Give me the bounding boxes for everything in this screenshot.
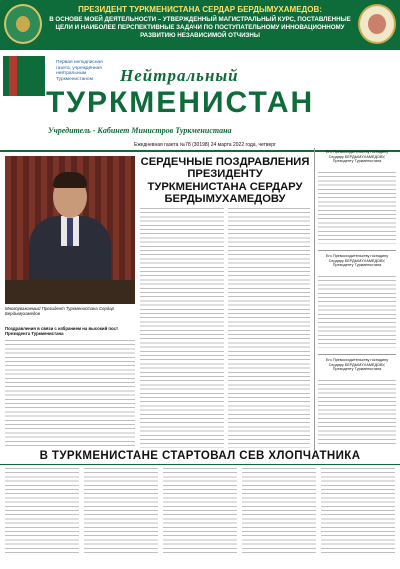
- photo-desk: [5, 280, 135, 304]
- banner-subline: В ОСНОВЕ МОЕЙ ДЕЯТЕЛЬНОСТИ – УТВЕРЖДЕННЫЙ МАГИСТРАЛЬНЫЙ КУРС, ПОСТАВЛЕННЫЕ ЦЕЛИ И НАИБОЛЕЕ ПЕРСПЕКТИВНЫЕ ЗАДАЧИ ПО ПОСТУПАТЕЛЬНОМУ ИННОВАЦИОННОМУ РАЗВИТИЮ НЕЗАВИСИМОЙ ОТЧИЗНЫ: [49, 16, 351, 39]
- section-column-2: [84, 468, 158, 554]
- masthead-title-line2: ТУРКМЕНИСТАН: [46, 86, 315, 119]
- article-column-1: [140, 208, 224, 448]
- sidebar-addressee-1: Его Превосходительству господину Сердару БЕРДЫМУХАМЕДОВУ, Президенту Туркменистана: [325, 150, 389, 164]
- sidebar-text-3: [318, 380, 396, 446]
- sidebar-addressee-3: Его Превосходительству господину Сердару БЕРДЫМУХАМЕДОВУ, Президенту Туркменистана: [325, 358, 389, 372]
- article-column-2: [228, 208, 310, 448]
- sidebar-text-2: [318, 276, 396, 348]
- photo-caption: Многоуважаемый Президент Туркменистана Сердар Бердымухамедов: [5, 306, 115, 317]
- lead-text-body: [5, 340, 135, 448]
- flag-icon: [3, 56, 45, 96]
- section-column-4: [242, 468, 316, 554]
- masthead-title-line1: Нейтральный: [120, 66, 239, 85]
- anniversary-emblem-icon: [358, 4, 396, 44]
- state-emblem-icon: [4, 4, 42, 44]
- sidebar-text-1: [318, 172, 396, 244]
- section-column-1: [5, 468, 79, 554]
- photo-figure-hair: [53, 172, 87, 188]
- top-banner: [0, 0, 400, 50]
- lead-paragraph: Поздравления в связи с избранием на высокий пост Президента Туркменистана: [5, 326, 119, 337]
- issue-info: Ежедневная газета №78 (30198) 24 марта 2022 года, четверг: [134, 142, 276, 148]
- masthead-founder: Учредитель - Кабинет Министров Туркменистана: [48, 126, 232, 135]
- sidebar-separator-2: [318, 354, 396, 355]
- photo-figure-tie: [67, 218, 73, 246]
- sidebar-separator-1: [318, 250, 396, 251]
- section-column-5: [321, 468, 395, 554]
- sidebar-addressee-2: Его Превосходительству господину Сердару БЕРДЫМУХАМЕДОВУ, Президенту Туркменистана: [325, 254, 389, 268]
- section-rule: [0, 464, 400, 465]
- masthead-note: Первая неподписная газета, учреждённая нейтральным Туркменистаном: [56, 60, 103, 82]
- section-headline: В ТУРКМЕНИСТАНЕ СТАРТОВАЛ СЕВ ХЛОПЧАТНИКА: [39, 450, 361, 462]
- banner-headline: ПРЕЗИДЕНТ ТУРКМЕНИСТАНА СЕРДАР БЕРДЫМУХАМЕДОВ:: [78, 5, 322, 14]
- section-column-3: [163, 468, 237, 554]
- front-title: СЕРДЕЧНЫЕ ПОЗДРАВЛЕНИЯ ПРЕЗИДЕНТУ ТУРКМЕНИСТАНА СЕРДАРУ БЕРДЫМУХАМЕДОВУ: [140, 156, 310, 206]
- president-photo: [5, 156, 135, 304]
